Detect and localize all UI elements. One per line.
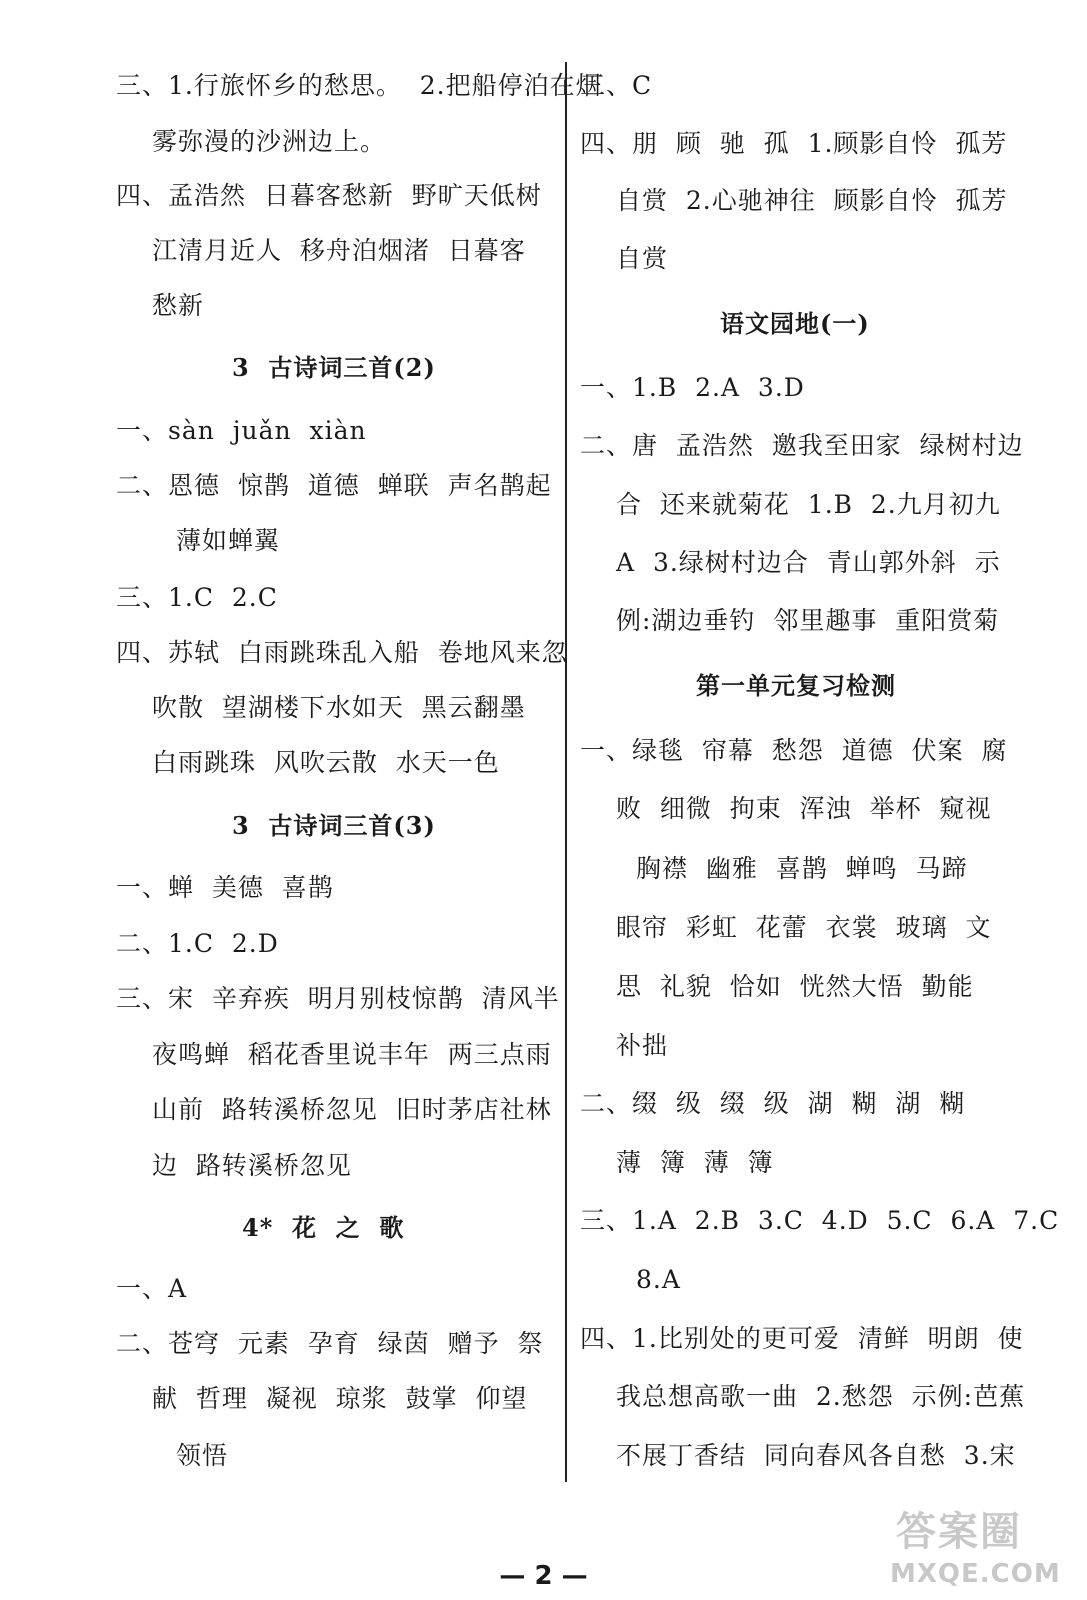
page-number: — 2 — [499,1561,588,1591]
watermark-logo [890,1510,1080,1598]
answer-line: 江清月近人 移舟泊烟渚 日暮客 [152,236,526,265]
answer-line: 二、恩德 惊鹊 道德 蝉联 声名鹊起 [116,471,552,500]
section-heading: 语文园地(一) [720,309,870,338]
answer-line: 吹散 望湖楼下水如天 黑云翻墨 [152,693,526,722]
answer-line: 薄如蝉翼 [176,526,281,555]
answer-line: 四、朋 顾 驰 孤 1.顾影自怜 孤芳 [580,129,1008,158]
answer-line: 思 礼貌 恰如 恍然大悟 勤能 [616,972,974,1001]
answer-line: 一、蝉 美德 喜鹊 [116,873,334,902]
answer-line: 一、A [116,1274,188,1303]
answer-line: 愁新 [152,291,205,320]
answer-line: 四、苏轼 白雨跳珠乱入船 卷地风来忽 [116,638,568,667]
answer-line: 一、1.B 2.A 3.D [580,373,805,402]
column-divider [565,62,567,1482]
answer-line: 一、绿毯 帘幕 愁怨 道德 伏案 腐 [580,736,1008,765]
answer-line: 胸襟 幽雅 喜鹊 蝉鸣 马蹄 [636,854,968,883]
answer-line: 败 细微 拘束 浑浊 举杯 窥视 [616,794,992,823]
answer-line: 二、1.C 2.D [116,929,279,958]
answer-line: 三、1.C 2.C [116,583,278,612]
section-heading: 第一单元复习检测 [696,671,896,700]
answer-line: 领悟 [176,1441,229,1470]
answer-line: 白雨跳珠 风吹云散 水天一色 [152,748,500,777]
section-heading: 4* 花 之 歌 [242,1213,405,1242]
answer-line: 四、1.比别处的更可爱 清鲜 明朗 使 [580,1324,1024,1353]
answer-line: 三、1.行旅怀乡的愁思。 2.把船停泊在烟 [116,71,602,100]
answer-line: 8.A [636,1265,681,1294]
watermark-text: 答案圈 [896,1509,1022,1555]
answer-line: 薄 簿 薄 簿 [616,1148,774,1177]
watermark-url: MXQE.COM [890,1559,1061,1589]
answer-line: 二、苍穹 元素 孕育 绿茵 赠予 祭 [116,1329,544,1358]
section-heading: 3 古诗词三首(2) [232,353,436,382]
answer-line: 自赏 2.心驰神往 顾影自怜 孤芳 [616,186,1008,215]
answer-line: 二、唐 孟浩然 邀我至田家 绿树村边 [580,431,1024,460]
answer-line: 二、缀 级 缀 级 湖 糊 湖 糊 [580,1089,966,1118]
answer-line: 三、宋 辛弃疾 明月别枝惊鹊 清风半 [116,984,560,1013]
answer-line: 雾弥漫的沙洲边上。 [152,127,387,156]
answer-line: 补拙 [616,1031,669,1060]
answer-line: 自赏 [616,244,669,273]
answer-line: 山前 路转溪桥忽见 旧时茅店社林 [152,1095,552,1124]
answer-line: 四、孟浩然 日暮客愁新 野旷天低树 [116,181,542,210]
answer-line: 眼帘 彩虹 花蕾 衣裳 玻璃 文 [616,913,992,942]
answer-line: 例:湖边垂钓 邻里趣事 重阳赏菊 [616,606,1000,635]
answer-line: 一、sàn juǎn xiàn [116,416,367,445]
answer-line: 不展丁香结 同向春风各自愁 3.宋 [616,1441,1016,1470]
answer-line: 边 路转溪桥忽见 [152,1151,352,1180]
answer-line: A 3.绿树村边合 青山郭外斜 示 [616,548,1001,577]
answer-line: 合 还来就菊花 1.B 2.九月初九 [616,490,1001,519]
answer-line: 三、C [580,71,653,100]
answer-line: 我总想高歌一曲 2.愁怨 示例:芭蕉 [616,1382,1026,1411]
answer-line: 献 哲理 凝视 琼浆 鼓掌 仰望 [152,1384,528,1413]
section-heading: 3 古诗词三首(3) [232,811,436,840]
answer-line: 三、1.A 2.B 3.C 4.D 5.C 6.A 7.C [580,1206,1060,1235]
answer-line: 夜鸣蝉 稻花香里说丰年 两三点雨 [152,1040,552,1069]
